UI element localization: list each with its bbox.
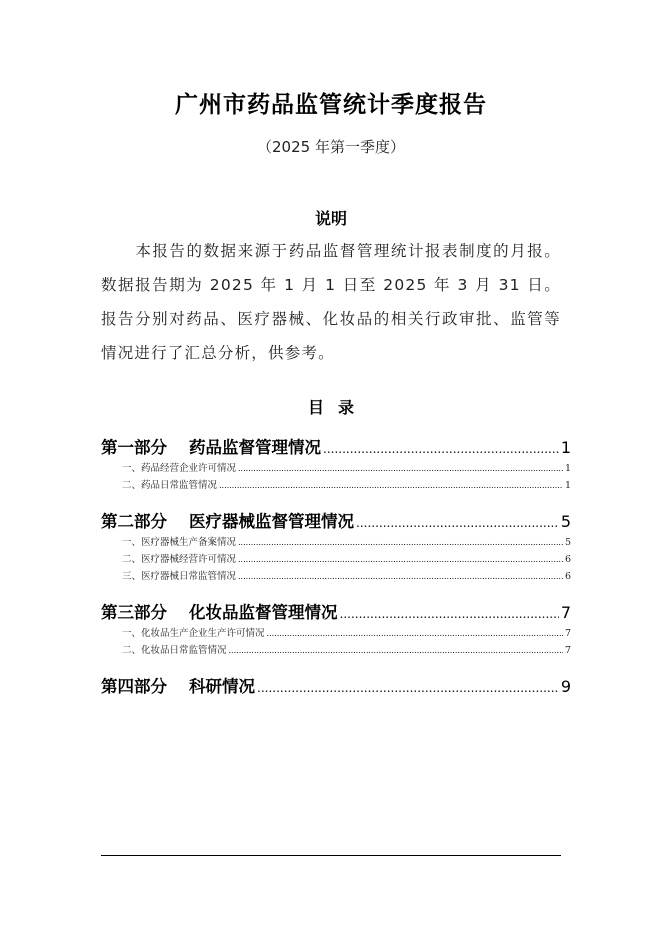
toc-part-title: 化妆品监督管理情况 [189,603,338,622]
toc-page-number: 6 [564,554,571,565]
leader-dots [238,538,563,547]
description-paragraph [101,234,561,370]
toc-item[interactable] [101,568,571,585]
description-heading: 说明 [314,209,347,228]
toc-part-label: 第四部分 [101,677,167,696]
leader-dots [267,629,563,638]
leader-dots [356,516,559,530]
toc-part-label: 第二部分 [101,512,167,531]
toc-item-title: 一、医疗器械生产备案情况 [122,537,237,548]
toc-heading: 目录 [307,398,368,417]
report-subtitle: （2025 年第一季度） [257,138,405,156]
toc-page-number: 5 [564,537,571,548]
footer-divider [101,855,561,856]
toc-item-title: 一、化妆品生产企业生产许可情况 [122,628,265,639]
toc-part-label: 第三部分 [101,603,167,622]
leader-dots [323,442,559,456]
leader-dots [340,607,559,621]
leader-dots [229,646,563,655]
toc-item[interactable] [101,534,571,551]
description-text: 本报告的数据来源于药品监督管理统计报表制度的月报。数据报告期为 2025 年 1 月 1 日至 2025 年 3 月 31 日。报告分别对药品、医疗器械、化妆品的相关行政审批、监管等情况进行了汇总分析，供参考。 [101,242,561,362]
table-of-contents [101,430,571,699]
toc-page-number: 7 [564,628,571,639]
toc-item-title: 二、医疗器械经营许可情况 [122,554,237,565]
toc-page-number: 5 [560,512,571,531]
toc-page-number: 1 [560,438,571,457]
leader-dots [257,681,559,695]
toc-page-number: 1 [564,480,571,491]
toc-part-4[interactable] [101,673,571,699]
leader-dots [238,572,563,581]
toc-part-title: 医疗器械监督管理情况 [189,512,354,531]
report-title: 广州市药品监管统计季度报告 [175,91,487,118]
toc-part-label: 第一部分 [101,438,167,457]
toc-item-title: 二、药品日常监管情况 [122,480,218,491]
toc-item[interactable] [101,551,571,568]
toc-page-number: 6 [564,571,571,582]
leader-dots [238,555,563,564]
toc-item[interactable] [101,477,571,494]
toc-part-1[interactable] [101,434,571,460]
leader-dots [219,481,563,490]
toc-part-title: 药品监督管理情况 [189,438,321,457]
toc-item[interactable] [101,625,571,642]
toc-page-number: 7 [560,603,571,622]
toc-item[interactable] [101,642,571,659]
toc-item-title: 三、医疗器械日常监管情况 [122,571,237,582]
toc-page-number: 7 [564,645,571,656]
toc-part-2[interactable] [101,508,571,534]
toc-page-number: 9 [560,677,571,696]
toc-part-3[interactable] [101,599,571,625]
toc-item[interactable] [101,460,571,477]
toc-part-title: 科研情况 [189,677,255,696]
toc-item-title: 二、化妆品日常监管情况 [122,645,227,656]
leader-dots [238,464,563,473]
toc-page-number: 1 [564,463,571,474]
toc-item-title: 一、药品经营企业许可情况 [122,463,237,474]
